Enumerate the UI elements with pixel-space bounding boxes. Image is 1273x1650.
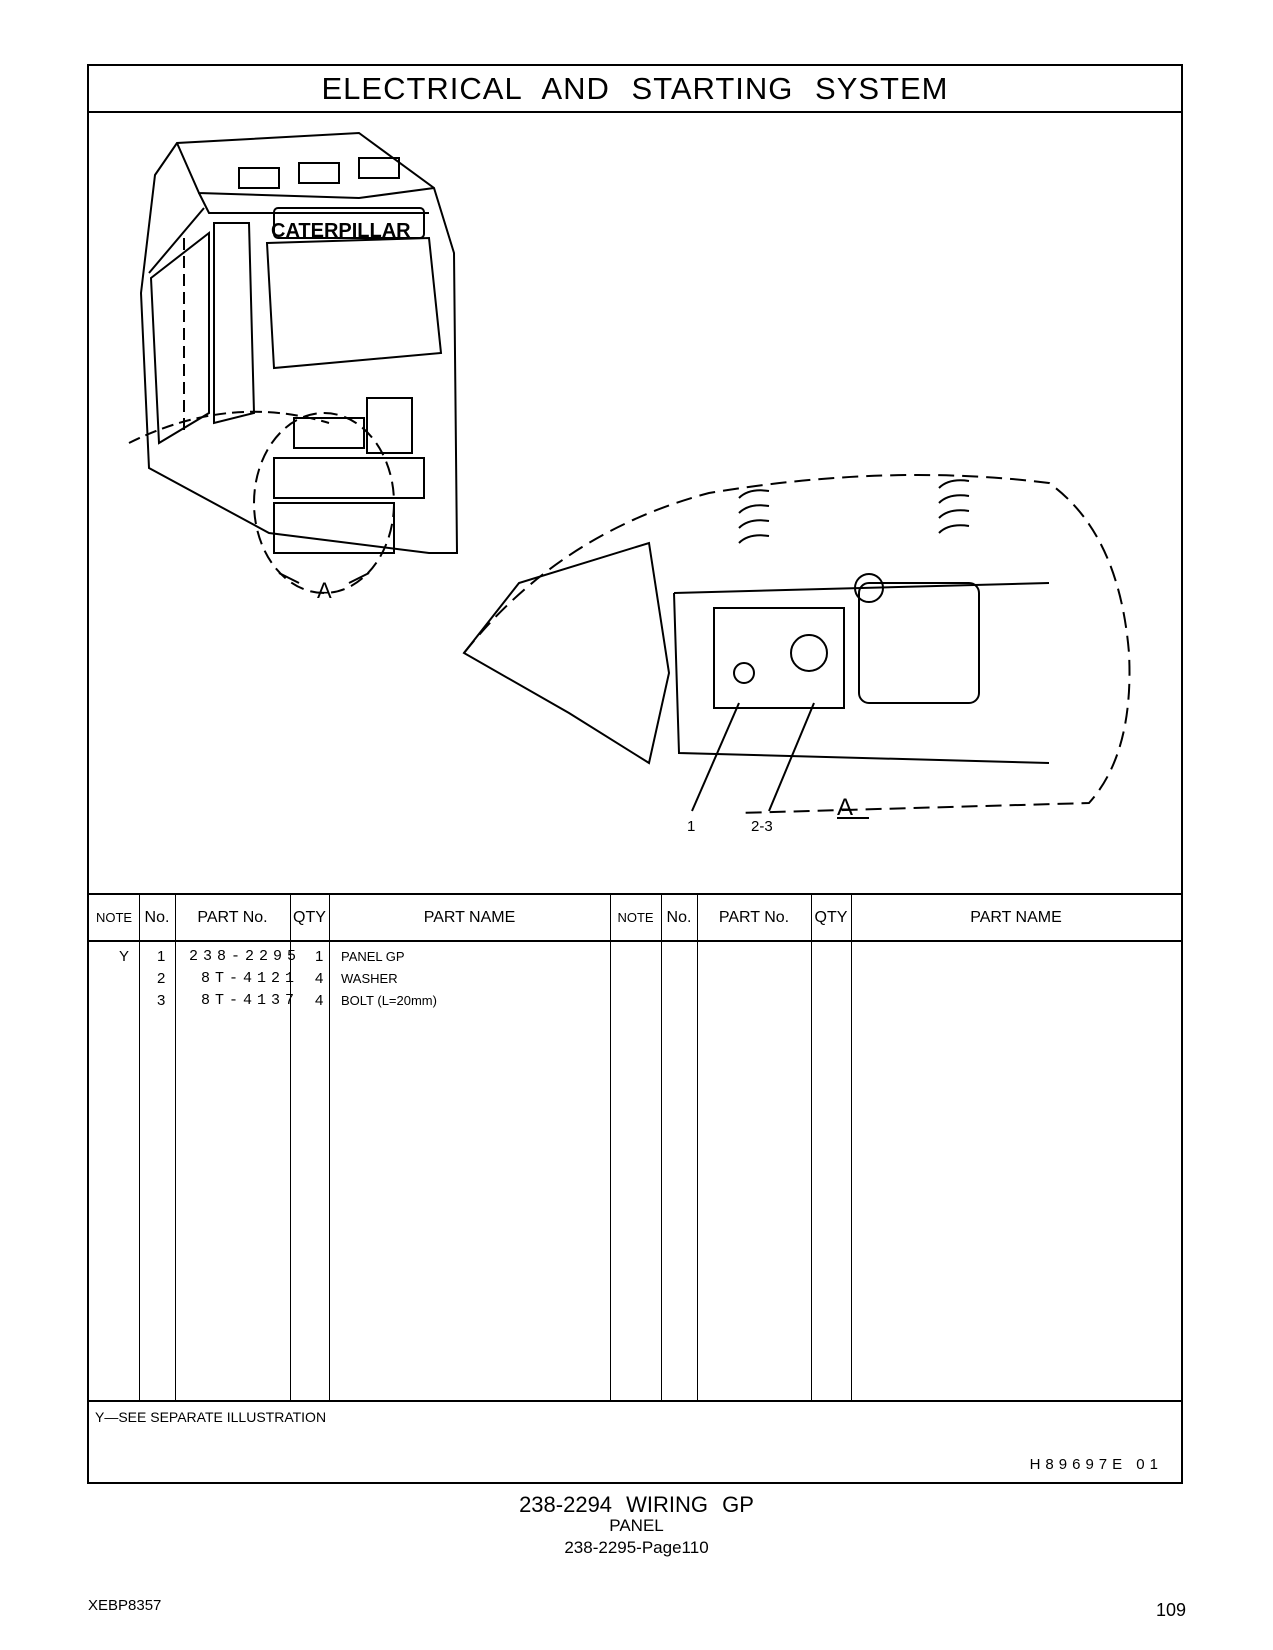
caption-page-ref: 238-2295-Page110 (564, 1538, 709, 1557)
parts-illustration (89, 113, 1181, 895)
row-part-no: 8T-4121 (201, 970, 300, 987)
row-note: Y (119, 948, 130, 965)
page-title: ELECTRICAL AND STARTING SYSTEM (89, 66, 1181, 113)
document-id: XEBP8357 (88, 1597, 162, 1614)
callout-2-3: 2-3 (751, 818, 773, 835)
caption-subtitle: PANEL (609, 1516, 664, 1535)
illustration-drawing (89, 113, 1181, 893)
parts-page-frame (87, 64, 1183, 1484)
row-no: 2 (157, 970, 166, 987)
row-part-no: 238-2295 (189, 948, 302, 965)
header-note: NOTE (95, 910, 133, 925)
row-qty: 4 (315, 992, 324, 1009)
table-row (89, 968, 1181, 990)
page-number: 109 (1155, 1600, 1186, 1620)
row-qty: 4 (315, 970, 324, 987)
view-label: A (317, 578, 332, 603)
row-qty: 1 (315, 948, 324, 965)
footnote: Y—SEE SEPARATE ILLUSTRATION (95, 1409, 327, 1425)
header-no-2: No. (666, 909, 692, 926)
header-part-no-2: PART No. (718, 909, 790, 926)
header-qty-2: QTY (814, 909, 848, 926)
row-part-name: BOLT (L=20mm) (341, 993, 437, 1008)
brand-label: CATERPILLAR (271, 220, 411, 242)
header-part-no: PART No. (197, 909, 268, 926)
row-part-name: WASHER (341, 971, 398, 986)
louvres (739, 480, 969, 543)
caption-group-title: 238-2294 WIRING GP (519, 1492, 754, 1517)
row-no: 1 (157, 948, 166, 965)
callout-1: 1 (687, 818, 696, 835)
illustration-code: H89697E 01 (1029, 1456, 1163, 1473)
row-no: 3 (157, 992, 166, 1009)
header-qty: QTY (293, 909, 326, 926)
header-part-name: PART NAME (423, 909, 516, 926)
header-no: No. (144, 909, 170, 926)
table-row (89, 946, 1181, 968)
header-note-2: NOTE (617, 910, 654, 925)
parts-table-body (89, 942, 1181, 1402)
detail-label: A (837, 794, 854, 821)
parts-table-header (89, 895, 1181, 942)
header-part-name-2: PART NAME (970, 909, 1062, 926)
table-row (89, 990, 1181, 1012)
row-part-no: 8T-4137 (201, 992, 300, 1009)
row-part-name: PANEL GP (341, 949, 405, 964)
